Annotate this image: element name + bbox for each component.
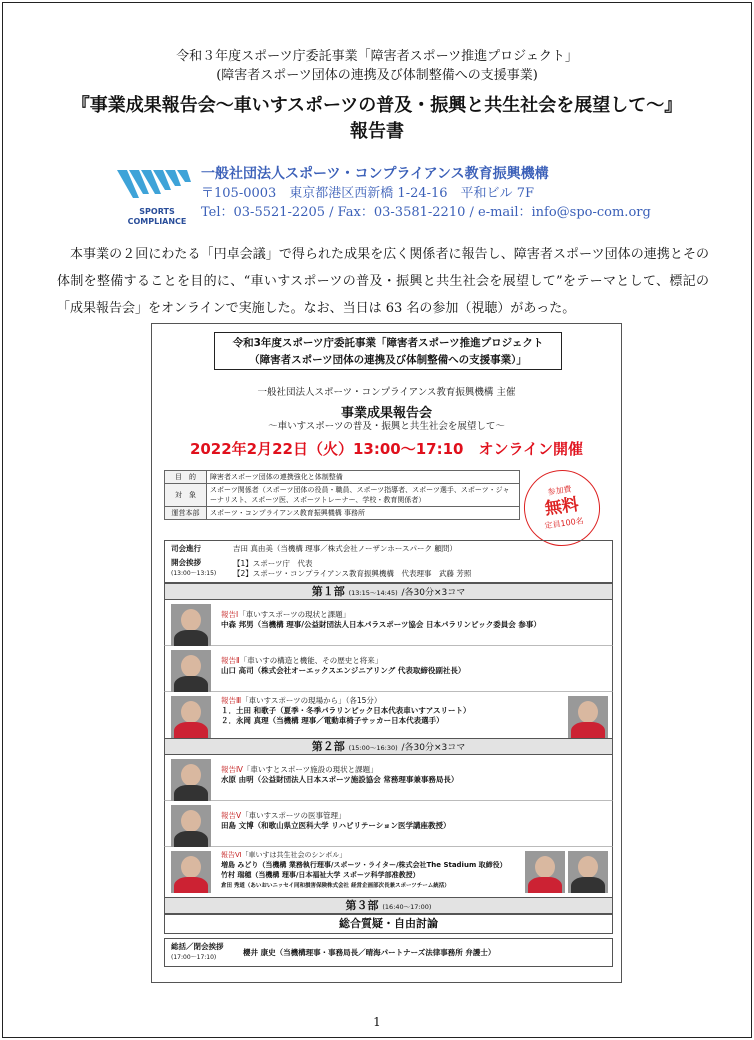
part-1-time: (13:15～14:45) <box>348 589 398 597</box>
speaker-photo <box>171 650 211 692</box>
info-row-target <box>165 484 520 507</box>
report-3 <box>164 692 613 738</box>
report-4 <box>164 755 613 801</box>
flyer-box-line-1: 令和3年度スポーツ庁委託事業「障害者スポーツ推進プロジェクト <box>232 337 544 349</box>
flyer-project-box <box>214 332 562 370</box>
part-3-time: (16:40～17:00) <box>382 903 432 911</box>
general-discussion: 総合質疑・自由討論 <box>164 914 613 934</box>
info-row-office <box>165 507 520 520</box>
opening-speaker-2: 【2】スポーツ・コンプライアンス教育振興機構 代表理事 武藤 芳照 <box>233 568 472 578</box>
closing-time: (17:00～17:10) <box>171 954 217 961</box>
report-speaker: 田島 文博（和歌山県立医科大学 リハビリテーション医学講座教授） <box>221 821 451 830</box>
logo-text-2: COMPLIANCE <box>127 217 187 226</box>
info-key: 目 的 <box>165 471 207 484</box>
opening-speakers <box>229 557 610 580</box>
info-key: 運営本部 <box>165 507 207 520</box>
header-line-1: 令和３年度スポーツ庁委託事業「障害者スポーツ推進プロジェクト」 <box>176 49 578 64</box>
speaker-photo <box>171 759 211 801</box>
opening-table <box>164 540 613 583</box>
flyer-box-line-2: （障害者スポーツ団体の連携及び体制整備への支援事業）」 <box>249 354 527 366</box>
flyer-date: 2022年2月22日（火）13:00～17:10 オンライン開催 <box>189 440 584 458</box>
part-1-format: /各30分×3コマ <box>401 588 466 598</box>
info-value: 障害者スポーツ団体の連携強化と体制整備 <box>207 471 520 484</box>
free-admission-badge <box>519 465 605 551</box>
report-5 <box>164 801 613 847</box>
closing-label-cell <box>167 941 237 964</box>
report-speaker: １．土田 和歌子（夏季・冬季パラリンピック日本代表車いすアスリート） <box>221 706 471 715</box>
organization-info <box>201 165 651 222</box>
report-title: 「車いすは共生社会のシンボル」 <box>241 851 347 859</box>
info-key: 対 象 <box>165 484 207 507</box>
closing-table <box>164 938 613 967</box>
part-1-bar <box>164 583 613 600</box>
org-address: 〒105-0003 東京都港区西新橋 1-24-16 平和ビル 7F <box>201 186 534 201</box>
part-2-time: (15:00～16:30) <box>348 744 398 752</box>
info-value: スポーツ・コンプライアンス教育振興機構 事務所 <box>207 507 520 520</box>
part-2-title: 第２部 <box>311 740 345 753</box>
report-label: 報告Ⅴ <box>221 811 242 820</box>
opening-time: (13:00～13:15) <box>171 570 217 577</box>
title-line-2: 報告書 <box>350 121 404 142</box>
opening-label-cell <box>167 557 227 580</box>
document-page <box>2 2 752 1038</box>
speaker-photo <box>568 851 608 893</box>
flyer-host: 一般社団法人スポーツ・コンプライアンス教育振興機構 主催 <box>257 387 516 398</box>
report-label: 報告Ⅱ <box>221 656 240 665</box>
report-title <box>3 93 751 145</box>
report-label: 報告Ⅰ <box>221 610 239 619</box>
closing-label: 総括／閉会挨拶 <box>171 942 224 951</box>
report-title: 「車いすスポーツの医事管理」 <box>241 811 346 820</box>
org-contact: Tel：03-5521-2205 / Fax：03-3581-2210 / e-mail：info@spo-com.org <box>201 205 651 220</box>
mc-label: 司会進行 <box>171 544 201 553</box>
badge-bottom: 定員100名 <box>544 516 585 531</box>
title-line-1: 『事業成果報告会～車いすスポーツの普及・振興と共生社会を展望して～』 <box>71 95 683 116</box>
part-2-bar <box>164 738 613 755</box>
part-1-title: 第１部 <box>311 585 345 598</box>
report-speaker: 山口 高司（株式会社オーエックスエンジニアリング 代表取締役副社長） <box>221 666 466 675</box>
report-label: 報告Ⅳ <box>221 765 243 774</box>
report-speaker: ２．永岡 真理（当機構 理事／電動車椅子サッカー日本代表選手） <box>221 716 444 725</box>
report-title: 「車いすスポーツの現場から」（各15分） <box>241 696 382 705</box>
speaker-photo <box>568 696 608 738</box>
speaker-photo <box>171 805 211 847</box>
report-speaker: 倉田 秀道（あいおいニッセイ同和損害保険株式会社 経営企画部次長兼スポーツチーム統括） <box>221 883 450 889</box>
report-6 <box>164 847 613 897</box>
speaker-photo <box>171 604 211 646</box>
part-2-format: /各30分×3コマ <box>401 743 466 753</box>
page-number: 1 <box>373 1015 381 1029</box>
badge-main: 無料 <box>543 494 581 520</box>
logo-text-1: SPORTS <box>139 207 175 216</box>
part-3-title: 第３部 <box>345 899 379 912</box>
report-title: 「車いすスポーツの現状と課題」 <box>238 610 351 619</box>
mc-value: 吉田 真由美（当機構 理事／株式会社ノーザンホースパーク 顧問） <box>233 544 457 553</box>
report-label: 報告Ⅲ <box>221 696 242 705</box>
report-header <box>3 47 751 85</box>
sports-compliance-logo <box>115 168 199 228</box>
header-line-2: (障害者スポーツ団体の連携及び体制整備への支援事業) <box>216 68 538 83</box>
report-title: 「車いすとスポーツ施設の現状と課題」 <box>242 765 378 774</box>
speaker-photo <box>171 696 211 738</box>
speaker-photo <box>525 851 565 893</box>
report-2 <box>164 646 613 692</box>
info-row-purpose <box>165 471 520 484</box>
opening-speaker-1: 【1】スポーツ庁 代表 <box>233 558 313 568</box>
closing-value: 櫻井 康史（当機構理事・事務局長／晴海パートナーズ法律事務所 弁護士） <box>243 947 496 957</box>
speaker-photo <box>171 851 211 893</box>
report-speaker: 増島 みどり（当機構 業務執行理事/スポーツ・ライター/株式会社The Stadium 取締役） <box>221 861 507 869</box>
flyer-subtitle: ～車いすスポーツの普及・振興と共生社会を展望して～ <box>268 421 505 432</box>
report-speaker: 中森 邦男（当機構 理事/公益財団法人日本パラスポーツ協会 日本パラリンピック委員会 参事） <box>221 620 541 629</box>
event-flyer <box>151 323 622 983</box>
badge-top: 参加費 <box>547 484 573 497</box>
org-name: 一般社団法人スポーツ・コンプライアンス教育振興機構 <box>201 166 549 182</box>
flyer-info-table <box>164 470 520 520</box>
part-3-bar <box>164 897 613 914</box>
info-value: スポーツ関係者（スポーツ団体の役員・職員、スポーツ指導者、スポーツ選手、スポーツ・ジャーナリスト、スポーツ医、スポーツトレーナー、学校・教育関係者） <box>207 484 520 507</box>
report-speaker: 竹村 瑞穂（当機構 理事/日本福祉大学 スポーツ科学部准教授） <box>221 871 420 879</box>
body-paragraph: 本事業の２回にわたる「円卓会議」で得られた成果を広く関係者に報告し、障害者スポーツ団体の連携とその体制を整備することを目的に、“車いすスポーツの普及・振興と共生社会を展望して”をテーマとして、標記の「成果報告会」をオンラインで実施した。なお、当日は 63 名の参加（視聴）があった。 <box>57 247 709 316</box>
report-speaker: 水原 由明（公益財団法人日本スポーツ施設協会 常務理事兼事務局長） <box>221 775 459 784</box>
opening-label: 開会挨拶 <box>171 558 201 567</box>
flyer-title: 事業成果報告会 <box>340 406 432 421</box>
report-title: 「車いすの構造と機能、その歴史と将来」 <box>239 656 383 665</box>
report-1 <box>164 600 613 646</box>
report-label: 報告Ⅵ <box>221 851 242 859</box>
